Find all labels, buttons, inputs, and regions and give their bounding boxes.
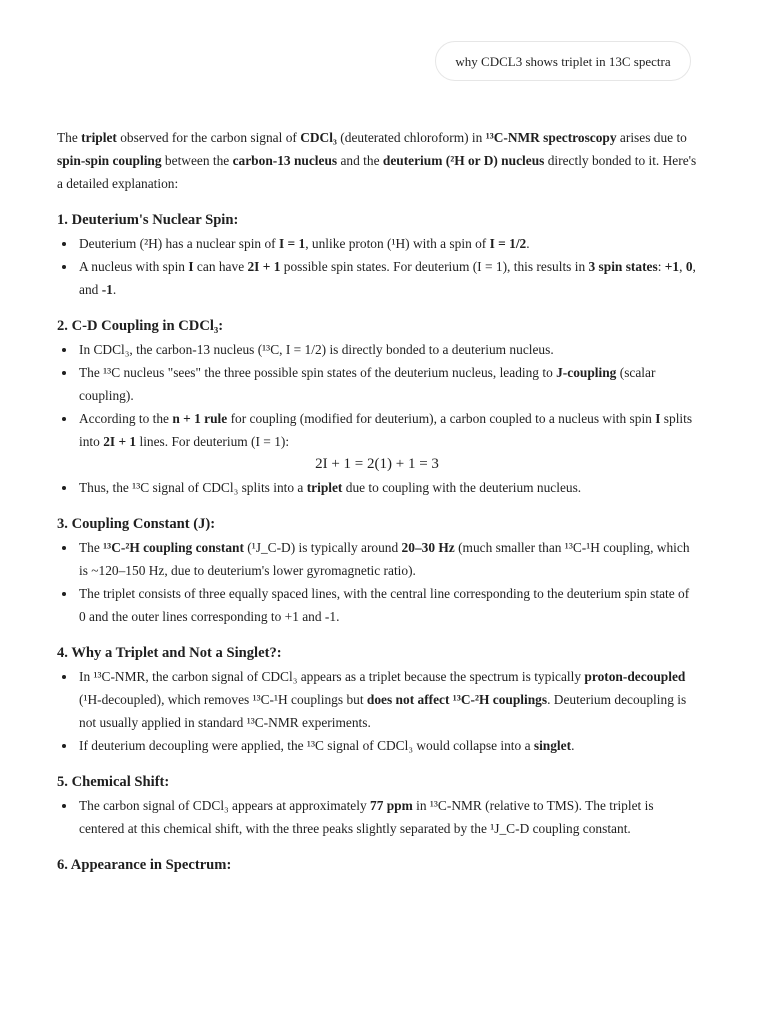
response-sections: [57, 209, 697, 877]
list-item: Thus, the ¹³C signal of CDCl₃ splits into a triplet due to coupling with the deuterium nucleus.: [79, 476, 697, 499]
bullet-list: [57, 665, 697, 757]
section-4: [57, 642, 697, 757]
list-item: If deuterium decoupling were applied, the ¹³C signal of CDCl₃ would collapse into a singlet.: [79, 734, 697, 757]
list-item: The carbon signal of CDCl₃ appears at approximately 77 ppm in ¹³C-NMR (relative to TMS). The triplet is centered at this chemical shift, with the three peaks slightly separated by the ¹J_C-D coupling constant.: [79, 794, 697, 840]
assistant-response: [57, 126, 697, 877]
user-message-bubble: [435, 41, 691, 81]
list-item: Deuterium (²H) has a nuclear spin of I = 1, unlike proton (¹H) with a spin of I = 1/2.: [79, 232, 697, 255]
section-heading: 1. Deuterium's Nuclear Spin:: [57, 212, 239, 228]
list-item: According to the n + 1 rule for coupling (modified for deuterium), a carbon coupled to a nucleus with spin I splits into 2I + 1 lines. For deuterium (I = 1):: [79, 407, 697, 453]
bullet-list: [57, 536, 697, 628]
list-item: In CDCl₃, the carbon-13 nucleus (¹³C, I = 1/2) is directly bonded to a deuterium nucleus.: [79, 338, 697, 361]
bullet-list: [57, 794, 697, 840]
intro-paragraph: The triplet observed for the carbon signal of CDCl₃ (deuterated chloroform) in ¹³C-NMR spectroscopy arises due to spin-spin coupling between the carbon-13 nucleus and the deuterium (²H or D) nucleus directly bonded to it. Here's a detailed explanation:: [57, 130, 697, 191]
list-item: The ¹³C-²H coupling constant (¹J_C-D) is typically around 20–30 Hz (much smaller than ¹³C-¹H coupling, which is ~120–150 Hz, due to deuterium's lower gyromagnetic ratio).: [79, 536, 697, 582]
formula: 2I + 1 = 2(1) + 1 = 3: [315, 456, 439, 472]
section-2: [57, 315, 697, 499]
list-item: The triplet consists of three equally spaced lines, with the central line corresponding to the deuterium spin state of 0 and the outer lines corresponding to +1 and -1.: [79, 582, 697, 628]
section-1: [57, 209, 697, 301]
user-message-text: why CDCL3 shows triplet in 13C spectra: [455, 53, 671, 69]
section-6: [57, 854, 697, 877]
section-heading: 3. Coupling Constant (J):: [57, 516, 216, 532]
list-item: In ¹³C-NMR, the carbon signal of CDCl₃ appears as a triplet because the spectrum is typically proton-decoupled (¹H-decoupled), which removes ¹³C-¹H couplings but does not affect ¹³C-²H couplings. Deuterium decoupling is not usually applied in standard ¹³C-NMR experiments.: [79, 665, 697, 734]
section-heading: 2. C-D Coupling in CDCl₃:: [57, 318, 224, 334]
section-heading: 5. Chemical Shift:: [57, 774, 170, 790]
bullet-list: [57, 476, 697, 499]
section-5: [57, 771, 697, 840]
list-item: A nucleus with spin I can have 2I + 1 possible spin states. For deuterium (I = 1), this results in 3 spin states: +1, 0, and -1.: [79, 255, 697, 301]
section-3: [57, 513, 697, 628]
list-item: The ¹³C nucleus "sees" the three possible spin states of the deuterium nucleus, leading to J-coupling (scalar coupling).: [79, 361, 697, 407]
bullet-list: [57, 338, 697, 453]
bullet-list: [57, 232, 697, 301]
section-heading: 6. Appearance in Spectrum:: [57, 857, 232, 873]
section-heading: 4. Why a Triplet and Not a Singlet?:: [57, 645, 282, 661]
